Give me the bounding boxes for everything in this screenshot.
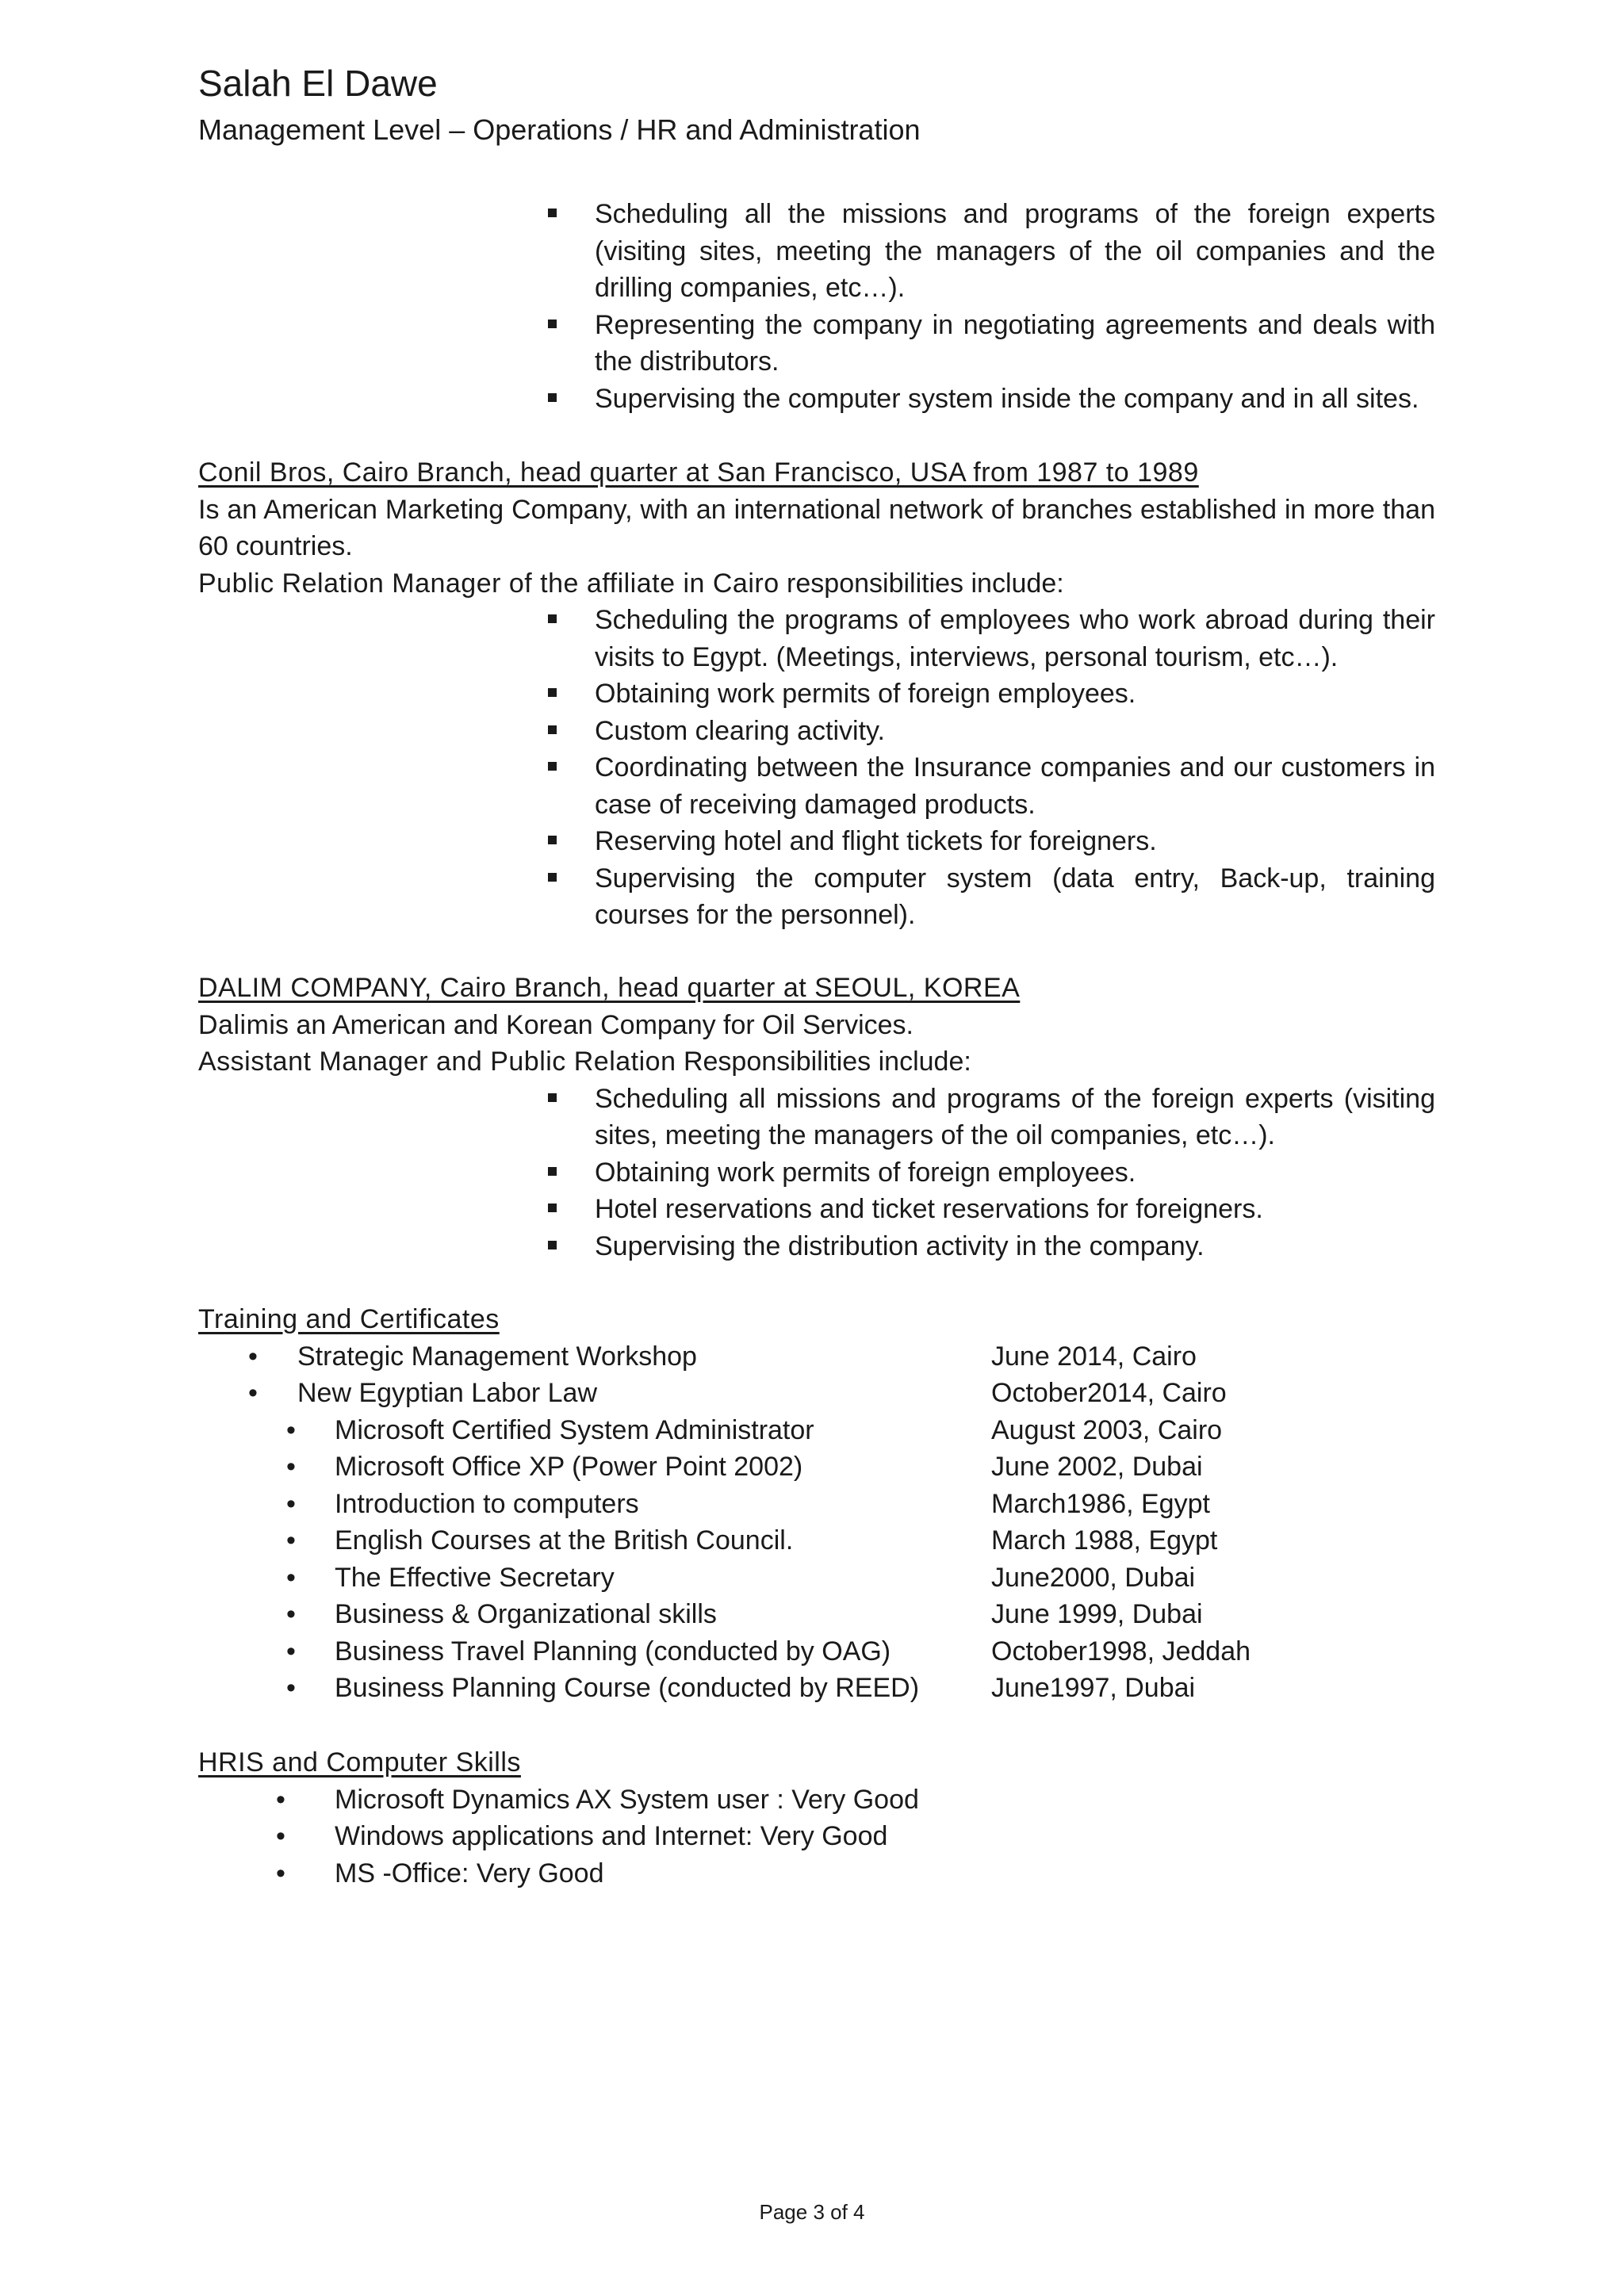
training-date: June2000, Dubai — [991, 1562, 1196, 1593]
conil-section — [198, 454, 1435, 934]
bullet-icon: • — [286, 1636, 296, 1667]
list-item: Supervising the computer system inside the company and in all sites. — [198, 381, 1435, 418]
conil-description: Is an American Marketing Company, with an international network of branches established in more than 60 countries. — [198, 494, 1435, 561]
dalim-role-line — [198, 1043, 1435, 1081]
dalim-role-suffix: Responsibilities include: — [676, 1047, 971, 1077]
page-number: Page 3 of 4 — [759, 2200, 865, 2224]
training-name: Business Planning Course (conducted by REED) — [335, 1673, 920, 1703]
training-name: New Egyptian Labor Law — [297, 1378, 598, 1408]
bullet-icon: • — [276, 1858, 285, 1888]
list-item: Obtaining work permits of foreign employees. — [198, 1154, 1435, 1192]
list-item: Scheduling all missions and programs of the foreign experts (visiting sites, meeting the managers of the oil companies, etc…). — [198, 1081, 1435, 1154]
training-date: March1986, Egypt — [991, 1488, 1210, 1519]
training-date: March 1988, Egypt — [991, 1525, 1218, 1556]
bullet-icon: • — [286, 1562, 296, 1593]
training-row — [198, 1559, 1435, 1597]
list-item: Hotel reservations and ticket reservations for foreigners. — [198, 1191, 1435, 1228]
training-row — [198, 1670, 1435, 1707]
bullet-icon: • — [286, 1599, 296, 1629]
list-item: Supervising the computer system (data entry, Back-up, training courses for the personnel). — [198, 860, 1435, 934]
training-name: Introduction to computers — [335, 1488, 639, 1519]
training-row — [198, 1522, 1435, 1559]
training-row — [198, 1486, 1435, 1523]
training-name: English Courses at the British Council. — [335, 1525, 794, 1556]
training-heading: Training and Certificates — [198, 1304, 500, 1334]
bullet-icon: • — [286, 1673, 296, 1703]
training-date: June 2002, Dubai — [991, 1452, 1203, 1482]
conil-role-suffix: responsibilities include: — [779, 568, 1064, 599]
training-name: Microsoft Office XP (Power Point 2002) — [335, 1452, 803, 1482]
bullet-icon: • — [286, 1452, 296, 1482]
training-date: June 1999, Dubai — [991, 1599, 1203, 1629]
hris-row — [198, 1855, 1435, 1892]
hris-item: MS -Office: Very Good — [335, 1858, 604, 1888]
dalim-bullet-list — [198, 1081, 1435, 1265]
continued-bullet-list — [198, 196, 1435, 417]
list-item: Reserving hotel and flight tickets for foreigners. — [198, 823, 1435, 860]
training-date: June 2014, Cairo — [991, 1341, 1197, 1372]
training-row — [198, 1338, 1435, 1376]
bullet-icon: • — [286, 1525, 296, 1556]
header-name: Salah El Dawe — [198, 63, 438, 104]
list-item: Scheduling all the missions and programs of the foreign experts (visiting sites, meeting the managers of the oil companies and the drilling companies, etc…). — [198, 196, 1435, 307]
training-row — [198, 1375, 1435, 1412]
bullet-icon: • — [286, 1414, 296, 1445]
dalim-description: is an American and Korean Company for Oil Services. — [269, 1009, 914, 1040]
training-date: October1998, Jeddah — [991, 1636, 1251, 1667]
training-name: Business Travel Planning (conducted by OAG) — [335, 1636, 891, 1667]
hris-item: Microsoft Dynamics AX System user : Very Good — [335, 1784, 919, 1815]
training-row — [198, 1633, 1435, 1670]
training-date: August 2003, Cairo — [991, 1414, 1223, 1445]
training-date: October2014, Cairo — [991, 1378, 1227, 1408]
training-row — [198, 1448, 1435, 1486]
bullet-icon: • — [286, 1488, 296, 1519]
hris-row — [198, 1818, 1435, 1855]
conil-role: Public Relation Manager of the affiliate in Cairo — [198, 568, 779, 599]
bullet-icon: • — [276, 1784, 285, 1815]
list-item: Representing the company in negotiating agreements and deals with the distributors. — [198, 307, 1435, 381]
bullet-icon: • — [248, 1341, 258, 1372]
training-name: Business & Organizational skills — [335, 1599, 717, 1629]
hris-section — [198, 1744, 1435, 1892]
conil-role-line — [198, 565, 1435, 603]
dalim-description-line — [198, 1007, 1435, 1044]
list-item: Custom clearing activity. — [198, 713, 1435, 750]
training-date: June1997, Dubai — [991, 1673, 1196, 1703]
conil-bullet-list — [198, 602, 1435, 934]
training-row — [198, 1596, 1435, 1633]
dalim-role: Assistant Manager and Public Relation — [198, 1047, 676, 1077]
training-name: The Effective Secretary — [335, 1562, 615, 1593]
conil-heading: Conil Bros, Cairo Branch, head quarter at San Francisco, USA from 1987 to 1989 — [198, 457, 1199, 488]
list-item: Obtaining work permits of foreign employees. — [198, 675, 1435, 713]
training-name: Strategic Management Workshop — [297, 1341, 697, 1372]
training-row — [198, 1412, 1435, 1449]
dalim-section — [198, 970, 1435, 1265]
training-section — [198, 1301, 1435, 1707]
dalim-name: Dalim — [198, 1009, 270, 1040]
dalim-heading: DALIM COMPANY, Cairo Branch, head quarter at SEOUL, KOREA — [198, 973, 1021, 1003]
list-item: Scheduling the programs of employees who work abroad during their visits to Egypt. (Meetings, interviews, personal tourism, etc…). — [198, 602, 1435, 675]
hris-row — [198, 1781, 1435, 1819]
bullet-icon: • — [248, 1378, 258, 1408]
list-item: Supervising the distribution activity in the company. — [198, 1228, 1435, 1265]
continued-section — [198, 196, 1435, 417]
list-item: Coordinating between the Insurance companies and our customers in case of receiving damaged products. — [198, 749, 1435, 823]
bullet-icon: • — [276, 1821, 285, 1851]
training-name: Microsoft Certified System Administrator — [335, 1414, 814, 1445]
hris-heading: HRIS and Computer Skills — [198, 1747, 521, 1777]
header-title: Management Level – Operations / HR and Administration — [198, 113, 921, 146]
hris-item: Windows applications and Internet: Very Good — [335, 1821, 888, 1851]
